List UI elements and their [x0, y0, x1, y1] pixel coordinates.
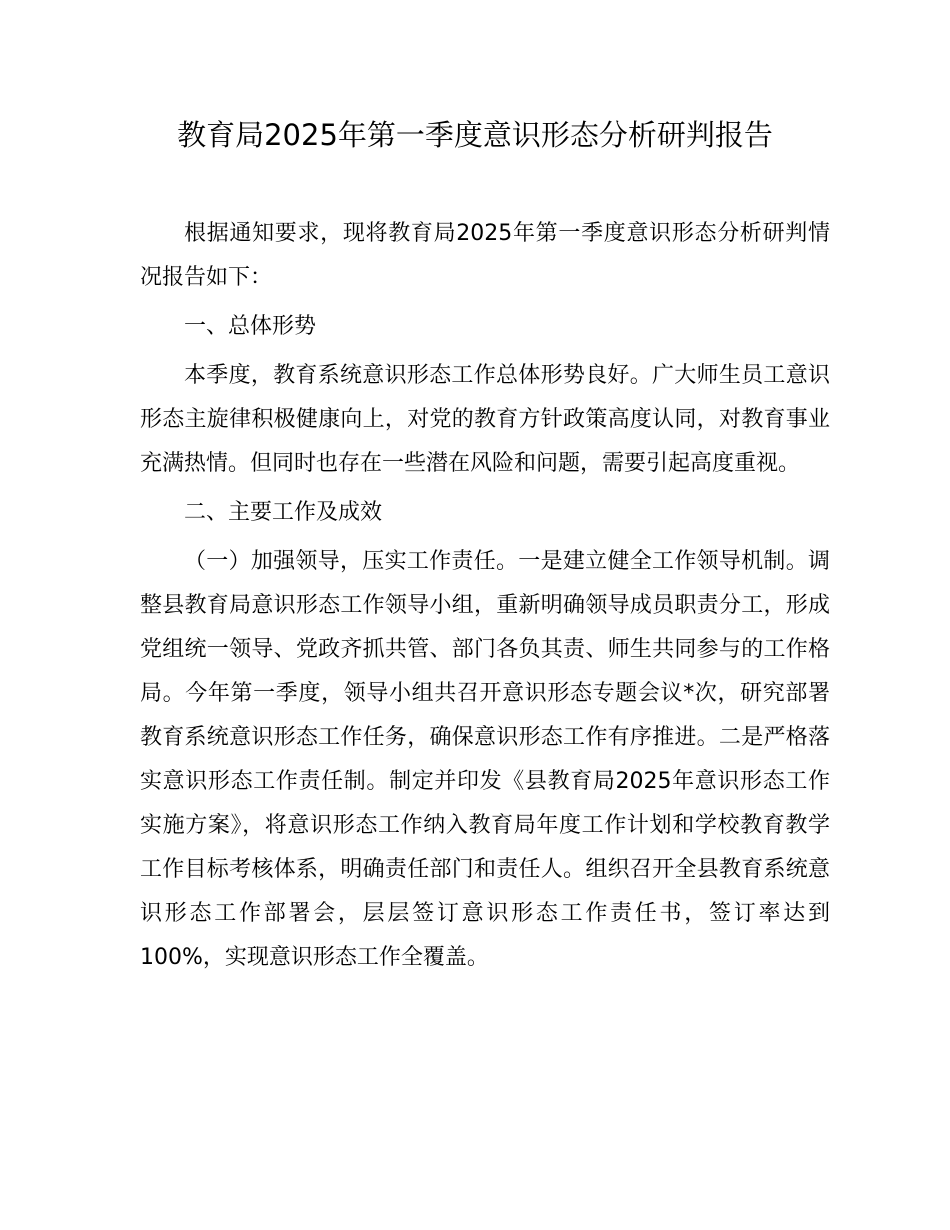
- overall-situation-paragraph: 本季度，教育系统意识形态工作总体形势良好。广大师生员工意识形态主旋律积极健康向上，对党的教育方针政策高度认同，对教育事业充满热情。但同时也存在一些潜在风险和问题，需要引起高度重视。: [140, 363, 830, 476]
- document-body: [140, 212, 830, 985]
- section-heading-overall: 一、总体形势: [184, 314, 317, 339]
- document-title: 教育局2025年第一季度意识形态分析研判报告: [177, 118, 773, 152]
- section-heading-main-work: 二、主要工作及成效: [184, 500, 383, 525]
- intro-paragraph: 根据通知要求，现将教育局2025年第一季度意识形态分析研判情况报告如下：: [140, 221, 830, 290]
- leadership-responsibility-paragraph: （一）加强领导，压实工作责任。一是建立健全工作领导机制。调整县教育局意识形态工作领导小组，重新明确领导成员职责分工，形成党组统一领导、党政齐抓共管、部门各负其责、师生共同参与的工作格局。今年第一季度，领导小组共召开意识形态专题会议*次，研究部署教育系统意识形态工作任务，确保意识形态工作有序推进。二是严格落实意识形态工作责任制。制定并印发《县教育局2025年意识形态工作实施方案》，将意识形态工作纳入教育局年度工作计划和学校教育教学工作目标考核体系，明确责任部门和责任人。组织召开全县教育系统意识形态工作部署会，层层签订意识形态工作责任书，签订率达到100%，实现意识形态工作全覆盖。: [140, 549, 830, 970]
